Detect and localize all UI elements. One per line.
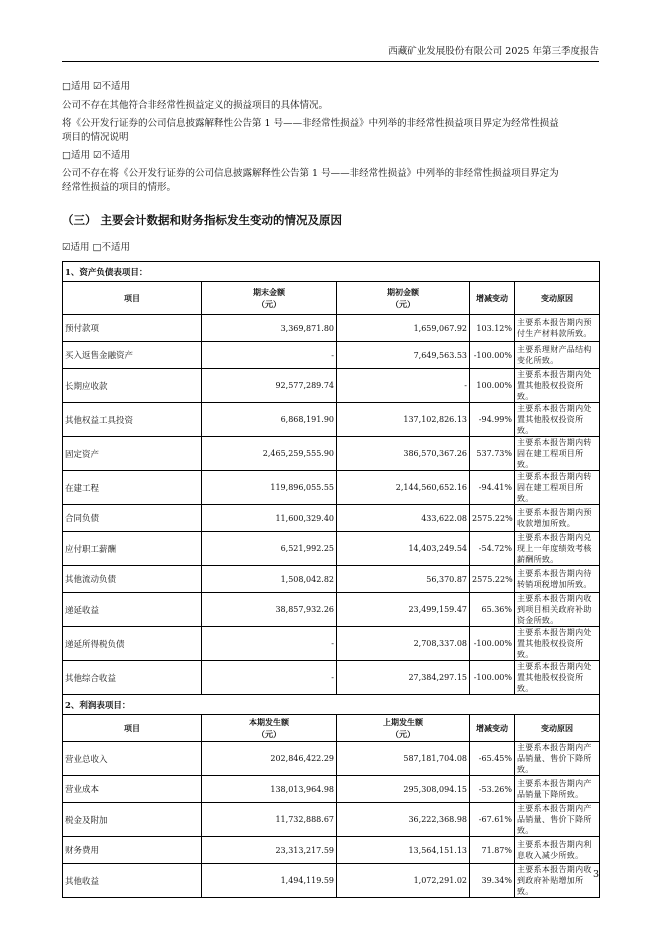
row-reason: 主要系本报告期内产品销量下降所致。 bbox=[515, 776, 600, 803]
table-row bbox=[63, 776, 600, 803]
row-reason: 主要系本报告期内处置其他股权投资所致。 bbox=[515, 627, 600, 661]
row-change: -94.41% bbox=[470, 471, 515, 505]
row-change: -54.72% bbox=[470, 532, 515, 566]
row-value-2: 386,570,367.26 bbox=[337, 437, 470, 471]
row-value-2: 27,384,297.15 bbox=[337, 661, 470, 695]
balance-header-row bbox=[63, 282, 600, 315]
row-value-2: 1,072,291.02 bbox=[337, 864, 470, 898]
col-header-change: 增减变动 bbox=[470, 715, 515, 742]
row-value-1: 6,521,992.25 bbox=[202, 532, 337, 566]
row-change: -67.61% bbox=[470, 803, 515, 837]
applicability-check-3: ☑适用 □不适用 bbox=[62, 242, 131, 253]
table-row bbox=[63, 864, 600, 898]
row-item: 递延收益 bbox=[63, 593, 202, 627]
table-row bbox=[63, 803, 600, 837]
paragraph-3-line-2: 经常性损益的项目的情形。 bbox=[62, 182, 177, 193]
paragraph-2-line-1: 将《公开发行证券的公司信息披露解释性公告第 1 号——非经常性损益》中列举的非经常性损益项目界定为经常性损益 bbox=[62, 118, 559, 129]
paragraph-3-line-1: 公司不存在将《公开发行证券的公司信息披露解释性公告第 1 号——非经常性损益》中列举的非经常性损益项目界定为 bbox=[62, 168, 559, 179]
applicability-check-2: □适用 ☑不适用 bbox=[62, 150, 131, 161]
row-reason: 主要系本报告期内处置其他股权投资所致。 bbox=[515, 403, 600, 437]
row-value-1: - bbox=[202, 627, 337, 661]
row-reason: 主要系本报告期内待转销项税增加所致。 bbox=[515, 566, 600, 593]
row-item: 税金及附加 bbox=[63, 803, 202, 837]
row-change: 2575.22% bbox=[470, 505, 515, 532]
table-row bbox=[63, 566, 600, 593]
table-row bbox=[63, 315, 600, 342]
row-value-2: 433,622.08 bbox=[337, 505, 470, 532]
col-header-current: 本期发生额 （元） bbox=[202, 715, 337, 742]
table-row bbox=[63, 437, 600, 471]
row-change: -100.00% bbox=[470, 627, 515, 661]
header-title: 西藏矿业发展股份有限公司 2025 年第三季度报告 bbox=[388, 46, 599, 57]
row-item: 营业总收入 bbox=[63, 742, 202, 776]
row-value-2: 137,102,826.13 bbox=[337, 403, 470, 437]
row-value-1: 2,465,259,555.90 bbox=[202, 437, 337, 471]
row-value-1: 11,732,888.67 bbox=[202, 803, 337, 837]
row-value-2: 587,181,704.08 bbox=[337, 742, 470, 776]
row-reason: 主要系本报告期内收到政府补贴增加所致。 bbox=[515, 864, 600, 898]
col-header-begin: 期初金额 （元） bbox=[337, 282, 470, 315]
row-reason: 主要系本报告期内处置其他股权投资所致。 bbox=[515, 369, 600, 403]
row-change: 537.73% bbox=[470, 437, 515, 471]
row-reason: 主要系本报告期内处置其他股权投资所致。 bbox=[515, 661, 600, 695]
row-value-1: 92,577,289.74 bbox=[202, 369, 337, 403]
row-value-2: 36,222,368.98 bbox=[337, 803, 470, 837]
table-row bbox=[63, 505, 600, 532]
row-item: 买入返售金融资产 bbox=[63, 342, 202, 369]
row-item: 应付职工薪酬 bbox=[63, 532, 202, 566]
row-value-1: 202,846,422.29 bbox=[202, 742, 337, 776]
table-row bbox=[63, 593, 600, 627]
row-item: 营业成本 bbox=[63, 776, 202, 803]
row-value-1: 119,896,055.55 bbox=[202, 471, 337, 505]
table-row bbox=[63, 532, 600, 566]
row-value-2: 2,708,337.08 bbox=[337, 627, 470, 661]
row-reason: 主要系理财产品结构变化所致。 bbox=[515, 342, 600, 369]
paragraph-2-line-2: 项目的情况说明 bbox=[62, 132, 129, 143]
row-reason: 主要系本报告期内预付生产材料款所致。 bbox=[515, 315, 600, 342]
balance-section-title: 1、资产负债表项目： bbox=[63, 262, 600, 282]
row-reason: 主要系本报告期内产品销量、售价下降所致。 bbox=[515, 742, 600, 776]
applicability-check-1: □适用 ☑不适用 bbox=[62, 81, 131, 92]
row-value-2: 7,649,563.53 bbox=[337, 342, 470, 369]
row-value-2: 56,370.87 bbox=[337, 566, 470, 593]
financial-changes-table bbox=[62, 261, 600, 898]
row-value-1: 23,313,217.59 bbox=[202, 837, 337, 864]
row-item: 财务费用 bbox=[63, 837, 202, 864]
row-reason: 主要系本报告期内收到项目相关政府补助资金所致。 bbox=[515, 593, 600, 627]
row-reason: 主要系本报告期内产品销量、售价下降所致。 bbox=[515, 803, 600, 837]
row-value-1: 11,600,329.40 bbox=[202, 505, 337, 532]
row-value-2: 295,308,094.15 bbox=[337, 776, 470, 803]
row-item: 固定资产 bbox=[63, 437, 202, 471]
row-value-2: 14,403,249.54 bbox=[337, 532, 470, 566]
row-item: 其他流动负债 bbox=[63, 566, 202, 593]
row-change: 103.12% bbox=[470, 315, 515, 342]
row-value-1: - bbox=[202, 661, 337, 695]
row-item: 其他权益工具投资 bbox=[63, 403, 202, 437]
row-value-2: 2,144,560,652.16 bbox=[337, 471, 470, 505]
row-change: -94.99% bbox=[470, 403, 515, 437]
row-change: -100.00% bbox=[470, 661, 515, 695]
row-item: 其他综合收益 bbox=[63, 661, 202, 695]
page-header bbox=[62, 40, 599, 62]
row-item: 在建工程 bbox=[63, 471, 202, 505]
table-row bbox=[63, 471, 600, 505]
row-change: -100.00% bbox=[470, 342, 515, 369]
income-header-row bbox=[63, 715, 600, 742]
row-change: 71.87% bbox=[470, 837, 515, 864]
col-header-change: 增减变动 bbox=[470, 282, 515, 315]
row-value-2: - bbox=[337, 369, 470, 403]
section-title: （三） 主要会计数据和财务指标发生变动的情况及原因 bbox=[62, 213, 343, 227]
row-reason: 主要系本报告期内转固在建工程项目所致。 bbox=[515, 437, 600, 471]
row-change: 39.34% bbox=[470, 864, 515, 898]
row-value-1: 1,494,119.59 bbox=[202, 864, 337, 898]
row-value-1: - bbox=[202, 342, 337, 369]
row-value-1: 138,013,964.98 bbox=[202, 776, 337, 803]
col-header-reason: 变动原因 bbox=[515, 715, 600, 742]
col-header-previous: 上期发生额 （元） bbox=[337, 715, 470, 742]
row-value-1: 3,369,871.80 bbox=[202, 315, 337, 342]
income-section-title: 2、利润表项目： bbox=[63, 695, 600, 715]
row-item: 长期应收款 bbox=[63, 369, 202, 403]
table-row bbox=[63, 403, 600, 437]
paragraph-1: 公司不存在其他符合非经常性损益定义的损益项目的具体情况。 bbox=[62, 100, 329, 111]
col-header-item: 项目 bbox=[63, 282, 202, 315]
table-row bbox=[63, 661, 600, 695]
col-header-end: 期末金额 （元） bbox=[202, 282, 337, 315]
row-change: 100.00% bbox=[470, 369, 515, 403]
row-value-1: 6,868,191.90 bbox=[202, 403, 337, 437]
row-value-2: 1,659,067.92 bbox=[337, 315, 470, 342]
row-change: 2575.22% bbox=[470, 566, 515, 593]
table-row bbox=[63, 837, 600, 864]
row-item: 合同负债 bbox=[63, 505, 202, 532]
row-item: 预付款项 bbox=[63, 315, 202, 342]
row-reason: 主要系本报告期内兑现上一年度绩效考核薪酬所致。 bbox=[515, 532, 600, 566]
row-reason: 主要系本报告期内预收款增加所致。 bbox=[515, 505, 600, 532]
table-row bbox=[63, 742, 600, 776]
page-number: 3 bbox=[593, 869, 600, 880]
table-row bbox=[63, 369, 600, 403]
col-header-item: 项目 bbox=[63, 715, 202, 742]
row-change: 65.36% bbox=[470, 593, 515, 627]
row-reason: 主要系本报告期内利息收入减少所致。 bbox=[515, 837, 600, 864]
row-item: 递延所得税负债 bbox=[63, 627, 202, 661]
row-value-2: 23,499,159.47 bbox=[337, 593, 470, 627]
row-value-2: 13,564,151.13 bbox=[337, 837, 470, 864]
row-value-1: 38,857,932.26 bbox=[202, 593, 337, 627]
table-row bbox=[63, 342, 600, 369]
row-item: 其他收益 bbox=[63, 864, 202, 898]
col-header-reason: 变动原因 bbox=[515, 282, 600, 315]
row-value-1: 1,508,042.82 bbox=[202, 566, 337, 593]
row-change: -53.26% bbox=[470, 776, 515, 803]
table-row bbox=[63, 627, 600, 661]
row-change: -65.45% bbox=[470, 742, 515, 776]
row-reason: 主要系本报告期内转固在建工程项目所致。 bbox=[515, 471, 600, 505]
